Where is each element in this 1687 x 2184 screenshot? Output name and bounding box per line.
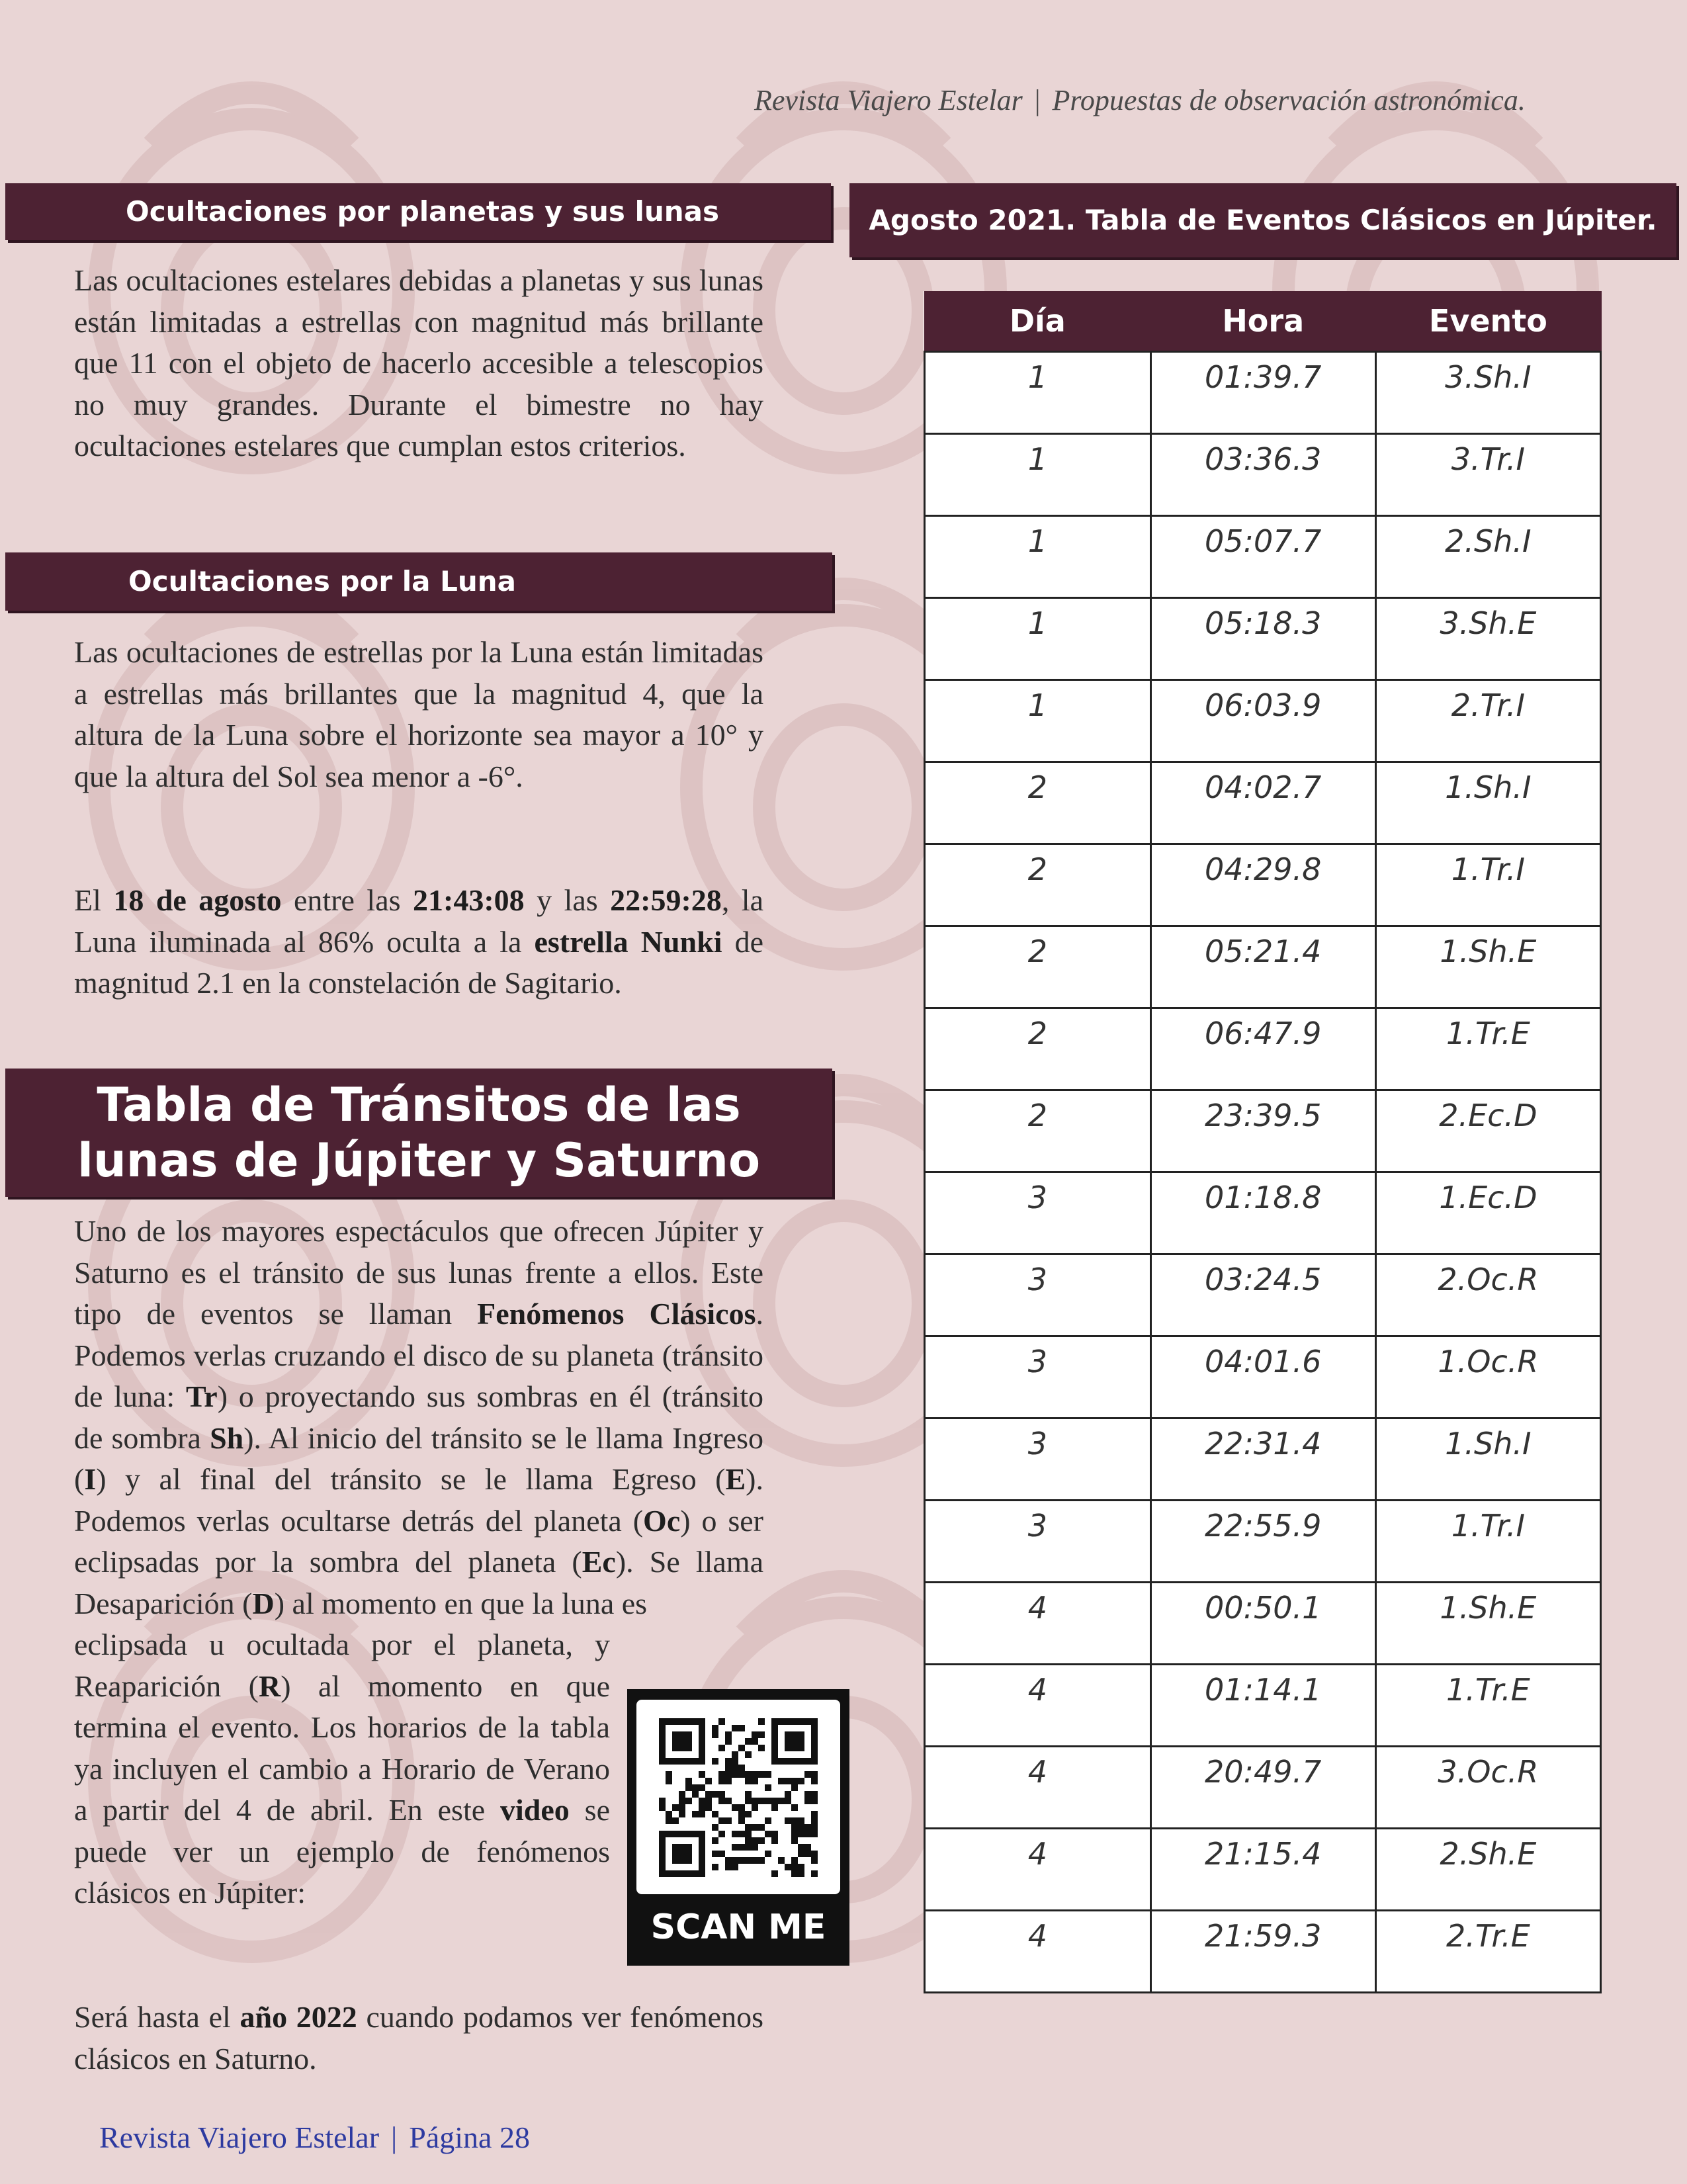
cell-time: 23:39.5 — [1150, 1090, 1375, 1172]
cell-day: 1 — [925, 352, 1151, 434]
cell-event: 2.Tr.E — [1375, 1911, 1600, 1993]
cell-day: 1 — [925, 680, 1151, 762]
transits-intro-continued: eclipsada u ocultada por el planeta, y Reaparición (R) al momento en que termina el evento. Los horarios de la tabla ya incluyen el cambio a Horario de Verano a partir del 4 de abril. En este video se puede ver un ejemplo de fenómenos clásicos en Júpiter: — [74, 1628, 610, 1909]
table-row — [925, 1172, 1601, 1254]
table-row — [925, 762, 1601, 844]
cell-day: 2 — [925, 762, 1151, 844]
page-footer — [99, 2120, 530, 2155]
cell-day: 4 — [925, 1747, 1151, 1829]
column-header-event: Evento — [1375, 291, 1600, 352]
cell-event: 1.Oc.R — [1375, 1336, 1600, 1419]
cell-event: 3.Sh.E — [1375, 598, 1600, 680]
cell-event: 2.Ec.D — [1375, 1090, 1600, 1172]
qr-code[interactable] — [627, 1689, 849, 1966]
table-row — [925, 1419, 1601, 1501]
cell-day: 4 — [925, 1911, 1151, 1993]
cell-event: 2.Sh.I — [1375, 516, 1600, 598]
cell-day: 4 — [925, 1583, 1151, 1665]
column-header-day: Día — [925, 291, 1151, 352]
table-row — [925, 352, 1601, 434]
cell-time: 01:14.1 — [1150, 1665, 1375, 1747]
cell-time: 00:50.1 — [1150, 1583, 1375, 1665]
transits-intro: Uno de los mayores espectáculos que ofrecen Júpiter y Saturno es el tránsito de sus lunas frente a ellos. Este tipo de eventos se llaman Fenómenos Clásicos. Podemos verlas cruzando el disco de su planeta (tránsito de luna: Tr) o proyectando sus sombras en él (tránsito de sombra Sh). Al inicio del tránsito se le llama Ingreso (I) y al final del tránsito se le llama Egreso (E). Podemos verlas ocultarse detrás del planeta (Oc) o ser eclipsadas por la sombra del planeta (Ec). Se llama Desaparición (D) al momento en que la luna es — [74, 1214, 764, 1620]
cell-time: 04:02.7 — [1150, 762, 1375, 844]
table-row — [925, 1665, 1601, 1747]
cell-time: 21:15.4 — [1150, 1829, 1375, 1911]
cell-time: 04:01.6 — [1150, 1336, 1375, 1419]
cell-event: 2.Sh.E — [1375, 1829, 1600, 1911]
table-row — [925, 1911, 1601, 1993]
cell-day: 3 — [925, 1254, 1151, 1336]
event-date: 18 de agosto — [113, 883, 282, 917]
cell-event: 3.Tr.I — [1375, 434, 1600, 516]
cell-time: 21:59.3 — [1150, 1911, 1375, 1993]
cell-day: 3 — [925, 1501, 1151, 1583]
video-link[interactable]: video — [500, 1793, 570, 1827]
cell-event: 1.Sh.I — [1375, 762, 1600, 844]
cell-event: 1.Tr.E — [1375, 1008, 1600, 1090]
running-header-magazine: Revista Viajero Estelar — [754, 84, 1023, 116]
table-row — [925, 516, 1601, 598]
cell-event: 1.Tr.I — [1375, 844, 1600, 926]
cell-time: 06:47.9 — [1150, 1008, 1375, 1090]
table-row — [925, 1254, 1601, 1336]
table-row — [925, 1583, 1601, 1665]
cell-day: 2 — [925, 844, 1151, 926]
transits-title-line2: lunas de Júpiter y Saturno — [77, 1133, 761, 1188]
nunki-occultation-paragraph: El 18 de agosto entre las 21:43:08 y las 22:59:28, la Luna iluminada al 86% oculta a la estrella Nunki de magnitud 2.1 en la constelación de Sagitario. — [74, 883, 764, 1000]
cell-day: 2 — [925, 1008, 1151, 1090]
section-title-moon-occultations: Ocultaciones por la Luna — [5, 552, 832, 611]
cell-time: 05:21.4 — [1150, 926, 1375, 1008]
cell-event: 1.Sh.E — [1375, 926, 1600, 1008]
table-row — [925, 1008, 1601, 1090]
footer-separator: | — [391, 2120, 398, 2154]
cell-time: 01:18.8 — [1150, 1172, 1375, 1254]
qr-code-icon — [636, 1700, 840, 1894]
cell-time: 20:49.7 — [1150, 1747, 1375, 1829]
cell-event: 1.Sh.I — [1375, 1419, 1600, 1501]
footer-page-number: Página 28 — [409, 2120, 530, 2154]
event-end-time: 22:59:28 — [610, 883, 722, 917]
table-row — [925, 1829, 1601, 1911]
jupiter-events-table — [924, 291, 1602, 1993]
cell-event: 3.Oc.R — [1375, 1747, 1600, 1829]
running-header-separator: | — [1034, 84, 1041, 116]
table-row — [925, 1336, 1601, 1419]
cell-event: 2.Tr.I — [1375, 680, 1600, 762]
events-table-header-row — [925, 291, 1601, 352]
cell-event: 1.Tr.E — [1375, 1665, 1600, 1747]
table-row — [925, 598, 1601, 680]
table-row — [925, 1090, 1601, 1172]
table-row — [925, 844, 1601, 926]
table-row — [925, 434, 1601, 516]
table-row — [925, 680, 1601, 762]
running-header — [754, 83, 1614, 117]
table-row — [925, 1501, 1601, 1583]
cell-day: 4 — [925, 1665, 1151, 1747]
cell-event: 2.Oc.R — [1375, 1254, 1600, 1336]
cell-event: 1.Ec.D — [1375, 1172, 1600, 1254]
cell-day: 3 — [925, 1419, 1151, 1501]
cell-event: 1.Tr.I — [1375, 1501, 1600, 1583]
cell-day: 4 — [925, 1829, 1151, 1911]
running-header-section: Propuestas de observación astronómica. — [1052, 84, 1526, 116]
cell-day: 3 — [925, 1336, 1151, 1419]
event-star-name: estrella Nunki — [534, 924, 722, 959]
table-row — [925, 926, 1601, 1008]
cell-time: 22:31.4 — [1150, 1419, 1375, 1501]
cell-day: 1 — [925, 434, 1151, 516]
cell-time: 22:55.9 — [1150, 1501, 1375, 1583]
cell-time: 04:29.8 — [1150, 844, 1375, 926]
planet-occultations-paragraph: Las ocultaciones estelares debidas a planetas y sus lunas están limitadas a estrellas con magnitud más brillante que 11 con el objeto de hacerlo accesible a telescopios no muy grandes. Durante el bimestre no hay ocultaciones estelares que cumplan estos criterios. — [74, 263, 763, 462]
column-header-time: Hora — [1150, 291, 1375, 352]
event-start-time: 21:43:08 — [413, 883, 525, 917]
cell-time: 06:03.9 — [1150, 680, 1375, 762]
qr-scan-me-label: SCAN ME — [650, 1907, 826, 1947]
events-table-title: Agosto 2021. Tabla de Eventos Clásicos en Júpiter. — [849, 183, 1676, 257]
section-title-planet-occultations: Ocultaciones por planetas y sus lunas — [5, 183, 831, 240]
cell-event: 1.Sh.E — [1375, 1583, 1600, 1665]
cell-day: 1 — [925, 516, 1151, 598]
cell-day: 3 — [925, 1172, 1151, 1254]
transits-title-line1: Tabla de Tránsitos de las — [97, 1078, 741, 1132]
table-row — [925, 1747, 1601, 1829]
moon-occultations-paragraph: Las ocultaciones de estrellas por la Luna están limitadas a estrellas más brillantes que la magnitud 4, que la altura de la Luna sobre el horizonte sea mayor a 10° y que la altura del Sol sea menor a -6°. — [74, 635, 763, 793]
section-title-transits — [5, 1069, 832, 1197]
cell-time: 01:39.7 — [1150, 352, 1375, 434]
cell-day: 2 — [925, 1090, 1151, 1172]
cell-time: 05:18.3 — [1150, 598, 1375, 680]
cell-day: 1 — [925, 598, 1151, 680]
footer-magazine: Revista Viajero Estelar — [99, 2120, 380, 2154]
cell-time: 03:24.5 — [1150, 1254, 1375, 1336]
qr-code-pattern — [636, 1700, 840, 1894]
cell-event: 3.Sh.I — [1375, 352, 1600, 434]
saturn-paragraph: Será hasta el año 2022 cuando podamos ver fenómenos clásicos en Saturno. — [74, 2000, 763, 2075]
cell-time: 03:36.3 — [1150, 434, 1375, 516]
cell-time: 05:07.7 — [1150, 516, 1375, 598]
cell-day: 2 — [925, 926, 1151, 1008]
